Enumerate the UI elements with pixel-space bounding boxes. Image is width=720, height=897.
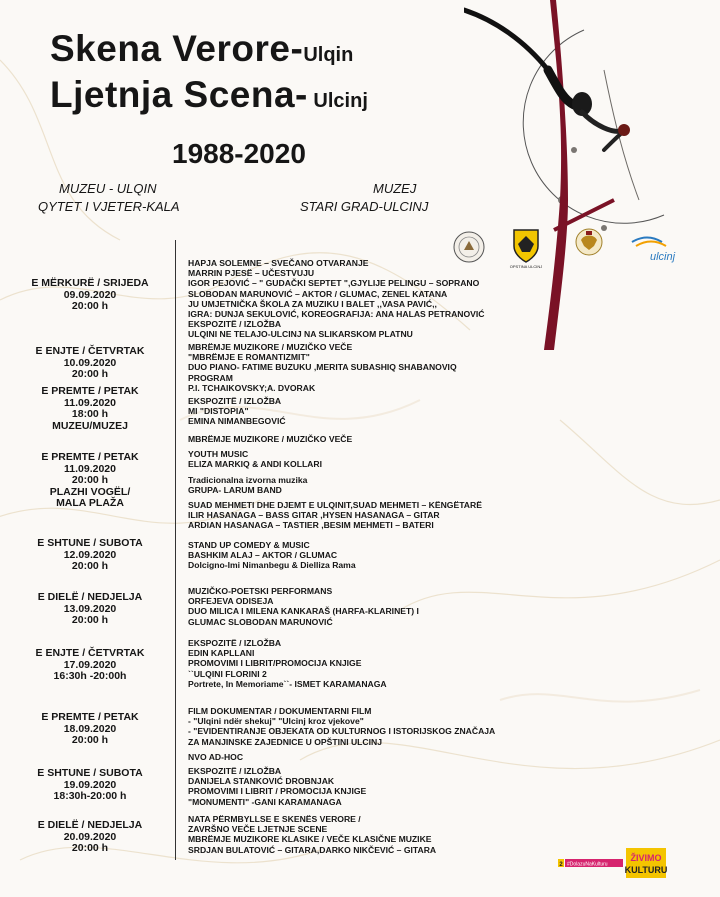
event-time: 20:00 h xyxy=(71,614,109,626)
event-date-value: 18.09.2020 xyxy=(63,722,117,735)
event-line: GRUPA- LARUM BAND xyxy=(188,484,282,495)
title-montenegrin-city: Ulcinj xyxy=(307,90,368,112)
event-line: EKSPOZITË / IZLOŽBA xyxy=(188,638,282,648)
event-line: MBRËMJE MUZIKORE / MUZIČKO VEČE xyxy=(188,434,353,444)
event-date xyxy=(0,452,180,510)
event-day: E ENJTE / ČETVRTAK xyxy=(35,345,145,357)
event-description xyxy=(188,342,688,393)
venue-albanian-line2: QYTET I VJETER-KALA xyxy=(38,199,180,214)
event-day: E PREMTE / PETAK xyxy=(41,711,139,723)
event-day: E ENJTE / ČETVRTAK xyxy=(35,647,145,659)
event-line: MI "DISTOPIA" xyxy=(188,406,249,417)
event-line: YOUTH MUSIC xyxy=(188,449,249,460)
event-line: ARDIAN HASANAGA – TASTIER ,BESIM MEHMETI – BATERI xyxy=(188,520,434,531)
event-line: DUO PIANO- FATIME BUZUKU ,MERITA SUBASHIQ SHABANOVIQ xyxy=(188,362,457,373)
event-description xyxy=(188,586,688,627)
event-line: ILIR HASANAGA – BASS GITAR ,HYSEN HASANAGA – GITAR xyxy=(188,510,440,521)
event-date-value: 12.09.2020 xyxy=(63,548,117,561)
event-day: E DIELË / NEDJELJA xyxy=(37,819,143,831)
badge-line1: ŽIVIMO xyxy=(630,853,662,863)
event-line: SRDJAN BULATOVIĆ – GITARA,DARKO NIKČEVIĆ – GITARA xyxy=(188,844,437,855)
event-line: MUZIČKO-POETSKI PERFORMANS xyxy=(188,586,333,596)
event-time: 20:00 h xyxy=(71,842,109,854)
badge-number: 2 xyxy=(559,862,563,868)
title-montenegrin-main: Ljetnja Scena- xyxy=(50,74,308,115)
event-date xyxy=(0,538,180,573)
event-line: FILM DOKUMENTAR / DOKUMENTARNI FILM xyxy=(188,706,372,716)
event-time: 20:00 h xyxy=(71,734,109,746)
event-line: IGOR PEJOVIĆ – " GUDAČKI SEPTET ",GJYLIJE PELINGU – SOPRANO xyxy=(188,278,480,289)
event-line: EDIN KAPLLANI xyxy=(188,648,255,659)
event-line: PROMOVIMI I LIBRIT / PROMOCIJA KNJIGE xyxy=(188,786,367,797)
event-time: 20:00 h xyxy=(71,560,109,572)
event-time: 18:30h-20:00 h xyxy=(53,790,127,802)
event-line: ELIZA MARKIQ & ANDI KOLLARI xyxy=(188,459,322,470)
event-date-value: 13.09.2020 xyxy=(63,602,117,615)
event-time: 20:00 h xyxy=(71,474,109,486)
venue-albanian-line1: MUZEU - ULQIN xyxy=(59,181,157,196)
event-description xyxy=(188,766,688,807)
event-line: Tradicionalna izvorna muzika xyxy=(188,474,308,485)
event-line: ``ULQINI FLORINI 2 xyxy=(188,668,267,679)
event-line: DUO MILICA I MILENA KANKARAŠ (HARFA-KLARINET) I xyxy=(188,606,419,617)
ulcinj-tourism-text: ulcinj xyxy=(650,251,676,263)
title-albanian xyxy=(50,28,353,70)
event-date-value: 19.09.2020 xyxy=(63,778,117,791)
event-day: E MËRKURË / SRIJEDA xyxy=(31,277,149,289)
event-line: BASHKIM ALAJ – AKTOR / GLUMAC xyxy=(188,550,338,561)
event-description xyxy=(188,540,688,571)
event-line: NVO AD-HOC xyxy=(188,751,244,762)
event-line: "MONUMENTI" -GANI KARAMANAGA xyxy=(188,796,342,807)
event-line: ORFEJEVA ODISEJA xyxy=(188,596,274,607)
event-time: 18:00 h xyxy=(71,408,109,420)
event-description xyxy=(188,258,688,340)
event-line: EKSPOZITË / IZLOŽBA xyxy=(188,319,282,330)
event-line: MBRËMJE MUZIKORE KLASIKE / VEČE KLASIČNE MUZIKE xyxy=(188,834,432,845)
zivimo-kulturu-badge xyxy=(558,848,668,880)
title-montenegrin xyxy=(50,74,368,116)
venue-montenegrin-line2: STARI GRAD-ULCINJ xyxy=(300,199,429,214)
title-albanian-main: Skena Verore- xyxy=(50,28,304,69)
event-line: HAPJA SOLEMNE – SVEČANO OTVARANJE xyxy=(188,258,369,268)
event-venue: MUZEU/MUZEJ xyxy=(52,419,128,432)
event-date xyxy=(0,820,180,855)
event-line: PROMOVIMI I LIBRIT/PROMOCIJA KNJIGE xyxy=(188,658,362,669)
badge-line2: KULTURU xyxy=(624,865,668,875)
event-line: P.I. TCHAIKOVSKY;A. DVORAK xyxy=(188,382,316,393)
event-line: - "Ulqini ndër shekuj" "Ulcinj kroz vjekove" xyxy=(188,716,364,727)
event-line: DANIJELA STANKOVIĆ DROBNJAK xyxy=(188,776,335,787)
event-line: IGRA: DUNJA SEKULOVIĆ, KOREOGRAFIJA: ANA HALAS PETRANOVIĆ xyxy=(188,309,485,320)
badge-hashtag: #DolazuNaKulturu xyxy=(567,861,608,868)
event-time: 16:30h -20:00h xyxy=(53,670,127,682)
event-line: GLUMAC SLOBODAN MARUNOVIĆ xyxy=(188,616,333,627)
event-date xyxy=(0,648,180,683)
years-range: 1988-2020 xyxy=(172,138,306,169)
event-date xyxy=(0,386,180,432)
event-date-value: 17.09.2020 xyxy=(63,658,117,671)
event-line: Portrete, In Memoriame``- ISMET KARAMANAGA xyxy=(188,678,387,689)
venue-montenegrin xyxy=(300,180,428,216)
event-line: Dolcigno-Imi Nimanbegu & Dielliza Rama xyxy=(188,560,356,571)
event-line: NATA PËRMBYLLSE E SKENËS VERORE / xyxy=(188,814,361,824)
event-line: EKSPOZITË / IZLOŽBA xyxy=(188,396,282,406)
event-description xyxy=(188,434,688,531)
event-date xyxy=(0,592,180,627)
event-venue: PLAZHI VOGËL/ xyxy=(49,485,131,498)
event-line: PROGRAM xyxy=(188,372,233,383)
event-date-value: 10.09.2020 xyxy=(63,356,117,369)
event-line: "MBRËMJE E ROMANTIZMIT" xyxy=(188,352,310,363)
venue-montenegrin-line1: MUZEJ xyxy=(372,181,417,196)
event-time: 20:00 h xyxy=(71,300,109,312)
event-date-value: 20.09.2020 xyxy=(63,830,117,843)
event-line: JU UMJETNIČKA ŠKOLA ZA MUZIKU I BALET ,,VASA PAVIĆ,, xyxy=(188,298,437,309)
event-line: ZAVRŠNO VEČE LJETNJE SCENE xyxy=(188,824,328,835)
event-date-value: 09.09.2020 xyxy=(63,288,117,301)
event-day: E PREMTE / PETAK xyxy=(41,385,139,397)
event-line: STAND UP COMEDY & MUSIC xyxy=(188,540,310,550)
event-line: ULQINI NE TELAJO-ULCINJ NA SLIKARSKOM PLATNU xyxy=(188,329,413,340)
venue-albanian xyxy=(38,180,180,216)
event-description xyxy=(188,396,688,427)
event-line: ZA MANJINSKE ZAJEDNICE U OPŠTINI ULCINJ xyxy=(188,736,383,747)
event-description xyxy=(188,638,688,689)
event-day: E PREMTE / PETAK xyxy=(41,451,139,463)
event-date xyxy=(0,278,180,313)
event-date xyxy=(0,768,180,803)
event-day: E SHTUNE / SUBOTA xyxy=(37,767,143,779)
event-line: EKSPOZITË / IZLOŽBA xyxy=(188,766,282,776)
event-date xyxy=(0,712,180,747)
event-description xyxy=(188,706,688,762)
event-date-value: 11.09.2020 xyxy=(64,462,116,475)
event-line: EMINA NIMANBEGOVIĆ xyxy=(188,416,286,427)
event-line: SUAD MEHMETI DHE DJEMT E ULQINIT,SUAD MEHMETI – KËNGËTARË xyxy=(188,500,482,511)
event-line: SLOBODAN MARUNOVIĆ – AKTOR / GLUMAC, ZENEL KATANA xyxy=(188,288,448,299)
event-line: MBRËMJE MUZIKORE / MUZIČKO VEČE xyxy=(188,342,353,352)
event-venue-alt: MALA PLAŽA xyxy=(56,497,124,509)
event-date-value: 11.09.2020 xyxy=(64,396,116,409)
event-day: E DIELË / NEDJELJA xyxy=(37,591,143,603)
event-day: E SHTUNE / SUBOTA xyxy=(37,537,143,549)
title-albanian-city: Ulqin xyxy=(303,44,354,66)
event-line: MARRIN PJESË – UČESTVUJU xyxy=(188,268,315,279)
event-line: - "EVIDENTIRANJE OBJEKATA OD KULTURNOG I ISTORIJSKOG ZNAČAJA xyxy=(188,726,496,737)
event-time: 20:00 h xyxy=(71,368,109,380)
municipality-crest-caption: OPSTINA ULCINJ xyxy=(509,264,543,269)
event-date xyxy=(0,346,180,381)
